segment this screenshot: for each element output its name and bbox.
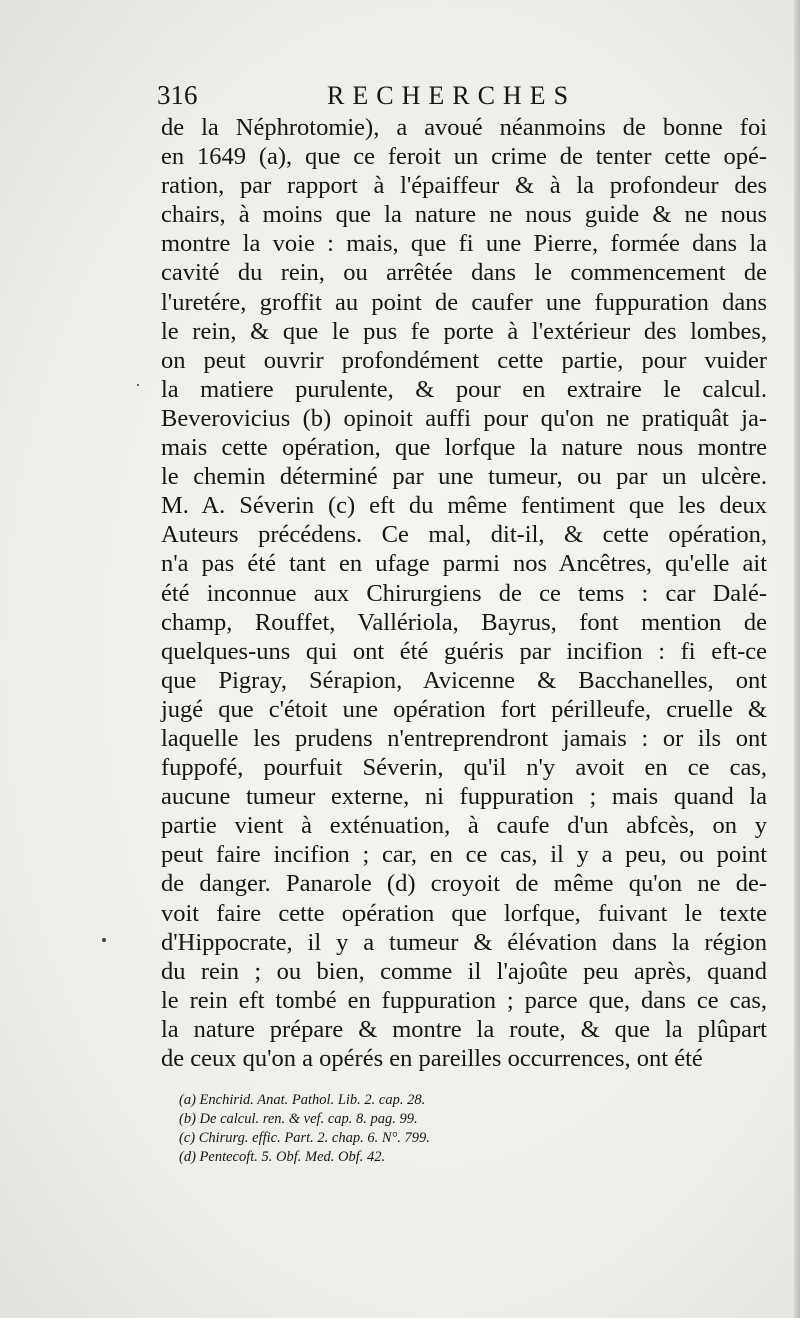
text-line: l'uretére, groffit au point de caufer une fuppuration dans	[161, 288, 767, 316]
text-line: voit faire cette opération que lorfque, fuivant le texte	[161, 899, 767, 927]
text-line: champ, Rouffet, Vallériola, Bayrus, font mention de	[161, 608, 767, 636]
text-line: de danger. Panarole (d) croyoit de même qu'on ne de-	[161, 870, 767, 898]
footnote: (b) De calcul. ren. & vef. cap. 8. pag. 99.	[179, 1111, 418, 1127]
text-line: chairs, à moins que la nature ne nous guide & ne nous	[161, 201, 767, 229]
footnote: (c) Chirurg. effic. Part. 2. chap. 6. N°. 799.	[179, 1130, 430, 1146]
text-line: en 1649 (a), que ce feroit un crime de tenter cette opé-	[161, 143, 767, 171]
text-line: de ceux qu'on a opérés en pareilles occurrences, ont été	[161, 1045, 703, 1072]
text-line: jugé que c'étoit une opération fort périlleufe, cruelle &	[161, 695, 767, 723]
text-line: le rein, & que le pus fe porte à l'extérieur des lombes,	[161, 317, 767, 345]
text-line: le chemin déterminé par une tumeur, ou par un ulcère.	[161, 463, 767, 491]
text-line: été inconnue aux Chirurgiens de ce tems : car Dalé-	[161, 579, 767, 607]
text-line: le rein eft tombé en fuppuration ; parce que, dans ce cas,	[161, 986, 767, 1014]
text-line: quelques-uns qui ont été guéris par incifion : fi eft-ce	[161, 637, 767, 665]
paper-speck	[137, 384, 139, 386]
text-line: la nature prépare & montre la route, & que la plûpart	[161, 1015, 767, 1043]
text-line: cavité du rein, ou arrêtée dans le commencement de	[161, 259, 767, 287]
text-line: partie vient à exténuation, à caufe d'un abfcès, on y	[161, 812, 767, 840]
text-line: de la Néphrotomie), a avoué néanmoins de bonne foi	[161, 114, 767, 141]
running-title: RECHERCHES	[327, 81, 577, 110]
text-line: fuppofé, pourfuit Séverin, qu'il n'y avoit en ce cas,	[161, 754, 767, 782]
body-text	[161, 113, 767, 1073]
footnote: (a) Enchirid. Anat. Pathol. Lib. 2. cap. 28.	[179, 1092, 426, 1108]
footnotes	[179, 1091, 599, 1167]
text-line: n'a pas été tant en ufage parmi nos Ancêtres, qu'elle ait	[161, 550, 767, 578]
page-edge-shadow	[794, 0, 800, 1318]
page-header	[157, 80, 627, 116]
text-line: aucune tumeur externe, ni fuppuration ; mais quand la	[161, 783, 767, 811]
text-line: Beverovicius (b) opinoit auffi pour qu'on ne pratiquât ja-	[161, 404, 767, 432]
text-line: Auteurs précédens. Ce mal, dit-il, & cette opération,	[161, 521, 767, 549]
page-number: 316	[157, 80, 198, 110]
text-line: ration, par rapport à l'épaiffeur & à la profondeur des	[161, 172, 767, 200]
text-line: que Pigray, Sérapion, Avicenne & Bacchanelles, ont	[161, 666, 767, 694]
text-line: M. A. Séverin (c) eft du même fentiment que les deux	[161, 492, 767, 520]
text-line: la matiere purulente, & pour en extraire le calcul.	[161, 375, 767, 403]
text-line: du rein ; ou bien, comme il l'ajoûte peu après, quand	[161, 957, 767, 985]
text-line: peut faire incifion ; car, en ce cas, il y a peu, ou point	[161, 841, 767, 869]
text-line: d'Hippocrate, il y a tumeur & élévation dans la région	[161, 928, 767, 956]
text-line: on peut ouvrir profondément cette partie, pour vuider	[161, 346, 767, 374]
footnote: (d) Pentecoft. 5. Obf. Med. Obf. 42.	[179, 1149, 386, 1165]
paper-speck	[102, 938, 106, 942]
text-line: laquelle les prudens n'entreprendront jamais : or ils ont	[161, 724, 767, 752]
text-line: mais cette opération, que lorfque la nature nous montre	[161, 434, 767, 462]
text-line: montre la voie : mais, que fi une Pierre, formée dans la	[161, 230, 767, 258]
